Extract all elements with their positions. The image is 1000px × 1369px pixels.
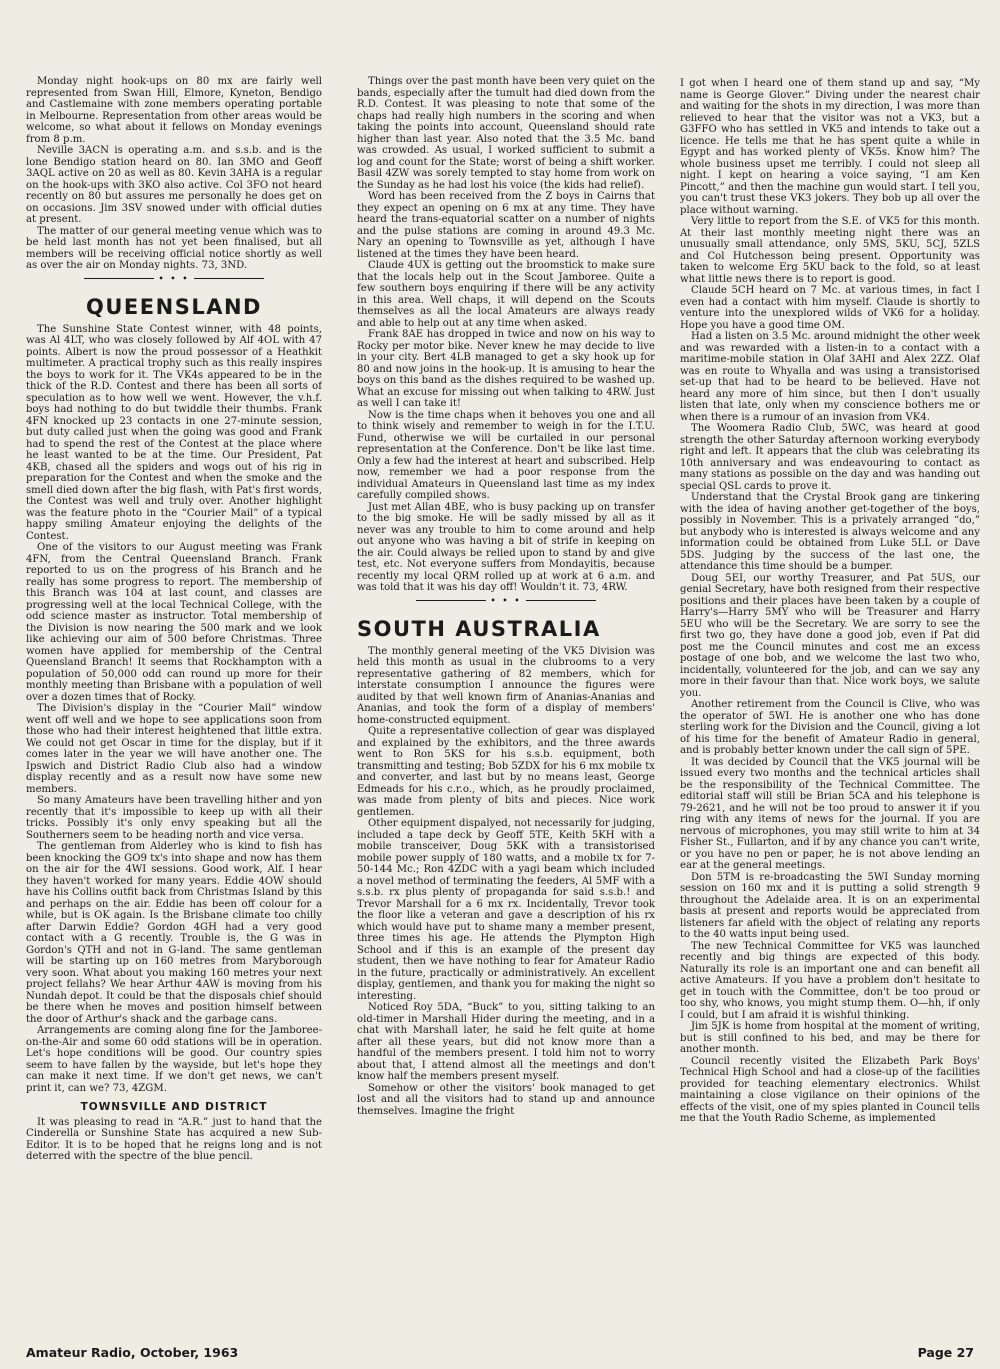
paragraph: Claude 4UX is getting out the broomstick to make sure that the locals help out in the Scout Jamboree. Quite a few southern boys enquiring if there will be any activity in this area. Well chaps, it will depend on the Scouts themselves as all the local Amateurs are always ready and able to help out at any time when asked. <box>357 260 655 329</box>
column-right <box>680 78 980 1350</box>
paragraph: The monthly general meeting of the VK5 Division was held this month as usual in the clubrooms to a very representative gathering of 82 members, which for interstate consumption I announce the figures were audited by that well known firm of Ananias-Ananias and Ananias, and took the form of a display of members' home-constructed equipment. <box>357 645 655 726</box>
section-title-queensland: QUEENSLAND <box>86 294 262 319</box>
paragraph: It was pleasing to read in “A.R.” just to hand that the Cinderella or Sunshine State has acquired a new Sub-Editor. It is to be hoped that he reigns long and is not deterred with the spectre of the blue pencil. <box>26 1116 322 1162</box>
paragraph: Very little to report from the S.E. of VK5 for this month. At their last monthly meeting night there was an unusually small attendance, only 5MS, 5KU, 5CJ, 5ZLS and Col Hutchesson being present. Opportunity was taken to welcome Erg 5KU back to the fold, so at least what little news there is to report is good. <box>680 216 980 285</box>
paragraph: One of the visitors to our August meeting was Frank 4FN, from the Central Queensland Branch. Frank reported to us on the progress of his Branch and he really has some progress to report. The membership of this Branch was 104 at last count, and classes are progressing well at the local Technical College, with the odd science master as instructor. Total membership of the Division is now nearing the 500 mark and we look like achieving our aim of 500 before Christmas. Three women have applied for membership of the Central Queensland Branch! It seems that Rockhampton with a population of 50,000 odd can round up more for their monthly meeting than Brisbane with a population of well over a dozen times that of Rocky. <box>26 542 322 703</box>
paragraph: Quite a representative collection of gear was displayed and explained by the exhibitors, and the three awards went to Ron 5KS for his s.s.b. equipment, both transmitting and testing; Bob 5ZDX for his 6 mx mobile tx and converter, and last but by no means least, George Edmeads for his c.r.o., which, as he proudly proclaimed, was made from plenty of bits and pieces. Nice work gentlemen. <box>357 726 655 818</box>
column-left <box>26 76 322 1348</box>
paragraph: The matter of our general meeting venue which was to be held last month has not yet been finalised, but all members will be receiving official notice shortly as well as over the air on Monday nights. 73, 3ND. <box>26 225 322 271</box>
paragraph: Noticed Roy 5DA, “Buck” to you, sitting talking to an old-timer in Marshall Hider during the meeting, and in a chat with Marshall later, he said he felt quite at home after all these years, but did not know more than a handful of the members present. I told him not to worry about that, I attend almost all the meetings and don't know half the members present myself. <box>357 1002 655 1082</box>
paragraph: The Woomera Radio Club, 5WC, was heard at good strength the other Saturday afternoon working everybody right and left. It appears that the club was celebrating its 10th anniversary and was endeavouring to contact as many stations as possible on the day and was handing out special QSL cards to prove it. <box>680 423 980 492</box>
paragraph: Frank 8AE has dropped in twice and now on his way to Rocky per motor bike. Never knew he may decide to live in your city. Bert 4LB managed to get a sky hook up for 80 and now joins in the hook-up. It is amusing to hear the boys on this band as the dishes required to be washed up. What an excuse for missing out when talking to 4RW. Just as well I can take it! <box>357 329 655 409</box>
footer-page-number: Page 27 <box>917 1345 974 1360</box>
column-middle <box>357 76 655 1348</box>
paragraph: Other equipment dispalyed, not necessarily for judging, included a tape deck by Geoff 5TE, Keith 5KH with a mobile transceiver, Doug 5KK with a transistorised mobile power supply of 180 watts, and a mobile tx for 7-50-144 Mc.; Ron 4ZDC with a yagi beam which included a novel method of terminating the feeders, Al 5MF with a s.s.b. rx plus plenty of propaganda for said s.s.b.! and Trevor Marshall for a 6 mx rx. Incidentally, Trevor took the floor like a veteran and gave a description of his rx which would have put to shame many a member present, three times his age. He attends the Plympton High School and if this is an example of the present day student, then we have nothing to fear for Amateur Radio in the future, practically or administratively. An excellent display, gentlemen, and thank you for making the night so interesting. <box>357 818 655 1002</box>
paragraph: Don 5TM is re-broadcasting the 5WI Sunday morning session on 160 mx and it is putting a solid strength 9 throughout the Adelaide area. It is on an experimental basis at present and reports would be appreciated from listeners far afield with the object of relating any reports to the 40 watts input being used. <box>680 871 980 940</box>
paragraph: Council recently visited the Elizabeth Park Boys' Technical High School and had a close-up of the facilities provided for teaching elementary electronics. Whilst maintaining a close vigilance on their opinions of the effects of the visit, one of my spies planted in Council tells me that the Youth Radio Scheme, as implemented <box>680 1055 980 1124</box>
paragraph: So many Amateurs have been travelling hither and yon recently that it's impossible to keep up with all their tricks. Possibly it's only envy speaking but all the Southerners seem to be heading north and vice versa. <box>26 795 322 841</box>
paragraph: Arrangements are coming along fine for the Jamboree-on-the-Air and some 60 odd stations will be in operation. Let's hope conditions will be good. Our country spies seem to have fallen by the wayside, but let's hope they can make it next time. If we don't get news, we can't print it, can we? 73, 4ZGM. <box>26 1025 322 1094</box>
paragraph: Doug 5EI, our worthy Treasurer, and Pat 5US, our genial Secretary, have both resigned from their respective positions and their places have been taken by a couple of Harry's—Harry 5MY who will be Treasurer and Harry 5EU who will be the Secretary. We are sorry to see the first two go, they have done a good job, even if Pat did post me the Council minutes and cost me an excess postage of one bob, and we welcome the last two who, incidentally, volunteered for the job, and can we say any more in their favour than that. Nice work boys, we salute you. <box>680 572 980 699</box>
paragraph: Understand that the Crystal Brook gang are tinkering with the idea of having another get-together of the boys, possibly in November. This is a privately arranged “do,” but anybody who is interested is always welcome and any information could be obtained from Luke 5LL or Dave 5DS. Judging by the success of the last one, the attendance this time should be a bumper. <box>680 492 980 572</box>
paragraph: The Sunshine State Contest winner, with 48 points, was Al 4LT, who was closely followed by Alf 4OL with 47 points. Albert is now the proud possessor of a Heathkit multimeter. A practical trophy such as this really inspires the boys to work for it. The VK4s appeared to be in the thick of the R.D. Contest and there has been all sorts of speculation as to how well we went. However, the v.h.f. boys had nothing to do but twiddle their thumbs. Frank 4FN knocked up 23 contacts in one 27-minute session, but duty called just when the going was good and Frank had to spend the rest of the Contest at the place where he least wanted to be at the time. Our President, Pat 4KB, chased all the spiders and wogs out of his rig in preparation for the Contest and when the smoke and the smell died down after the big flash, with Pat's first words, the Contest was well and truly over. Another highlight was the feature photo in the “Courier Mail” of a typical happy smiling Amateur enjoying the delights of the Contest. <box>26 323 322 542</box>
paragraph: Just met Allan 4BE, who is busy packing up on transfer to the big smoke. He will be sadly missed by all as it never was any trouble to him to come around and help out anyone who was having a bit of strife in keeping on the air. Could always be relied upon to stand by and give test, etc. Not everyone suffers from Mondayitis, because recently my local QRM rolled up at work at 6 a.m. and was told that it was his day off! Wouldn't it. 73, 4RW. <box>357 501 655 593</box>
paragraph: Jim 5JK is home from hospital at the moment of writing, but is still confined to his bed, and may be there for another month. <box>680 1021 980 1055</box>
section-title-south-australia: SOUTH AUSTRALIA <box>357 616 601 641</box>
paragraph: Had a listen on 3.5 Mc. around midnight the other week and was rewarded with a listen-in to a contact with a maritime-mobile station in Olaf 3AHI and Alex 2ZZ. Olaf was en route to Whyalla and was using a transistorised set-up that had to be heard to be believed. Have not heard any more of him since, but then I don't usually listen that late, only when my conscience bothers me or when there is a rumour of an invasion from VK4. <box>680 331 980 423</box>
paragraph: Word has been received from the Z boys in Cairns that they expect an opening on 6 mx at any time. They have heard the trans-equatorial scatter on a number of nights and the pulse stations are coming in around 49.3 Mc. Nary an opening to Townsville as yet, although I have listened at the times they have been heard. <box>357 191 655 260</box>
paragraph: Claude 5CH heard on 7 Mc. at various times, in fact I even had a contact with him myself. Claude is shortly to venture into the unexplored wilds of VK6 for a holiday. Hope you have a good time OM. <box>680 285 980 331</box>
paragraph: I got when I heard one of them stand up and say, “My name is George Glover.” Diving under the nearest chair and waiting for the shots in my direction, I was more than relieved to hear that the visitor was not a VK3, but a G3FFO who has settled in VK5 and intends to take out a licence. He tells me that he has spent quite a while in Egypt and has worked plenty of VK5s. Know him? The whole business upset me terribly. I could not sleep all night. I kept on hearing a voice saying, “I am Ken Pincott,” and then the machine gun would start. I tell you, you can't trust these VK3 jokers. They bob up all over the place without warning. <box>680 78 980 216</box>
paragraph: The Division's display in the “Courier Mail” window went off well and we hope to see applications soon from those who had their interest heightened that little extra. We could not get Oscar in time for the display, but if it comes later in the year we will have another one. The Ipswich and District Radio Club also had a window display recently and as a result now have some new members. <box>26 703 322 795</box>
paragraph: Somehow or other the visitors' book managed to get lost and all the visitors had to stand up and announce themselves. Imagine the fright <box>357 1082 655 1117</box>
section-separator: • • • <box>26 274 322 284</box>
paragraph: Now is the time chaps when it behoves you one and all to think wisely and remember to weigh in for the I.T.U. Fund, otherwise we will be curtailed in our personal representation at the Conference. Don't be like last time. Only a few had the interest at heart and subscribed. Help now, remember we had a poor response from the individual Amateurs in Queensland last time as my index carefully compiled shows. <box>357 409 655 501</box>
section-separator: • • • <box>357 596 655 606</box>
paragraph: The new Technical Committee for VK5 was launched recently and big things are expected of this body. Naturally its role is an important one and can benefit all active Amateurs. If you have a problem don't hesitate to get in touch with the Committee, don't be too proud or too shy, who knows, you might stump them. O—hh, if only I could, but I am afraid it is wishful thinking. <box>680 940 980 1021</box>
paragraph: Neville 3ACN is operating a.m. and s.s.b. and is the lone Bendigo station heard on 80. Ian 3MO and Geoff 3AQL active on 20 as well as 80. Kevin 3AHA is a regular on the hook-ups with 3KO also active. Col 3FO not heard recently on 80 but assures me personally he does get on on occasions. Jim 3SV snowed under with official duties at present. <box>26 145 322 225</box>
subsection-title-townsville: TOWNSVILLE AND DISTRICT <box>80 1101 268 1113</box>
paragraph: It was decided by Council that the VK5 journal will be issued every two months and the technical articles shall be the responsibility of the Technical Committee. The editorial staff will still be Brian 5CA and his telephone is 79-2621, and he will not be too proud to answer it if you ring with any items of news for the journal. If you are nervous of microphones, you may still write to him at 34 Fisher St., Fullarton, and if by any chance you can't write, or you have no pen or paper, he is not above lending an ear at the general meetings. <box>680 756 980 871</box>
paragraph: The gentleman from Alderley who is kind to fish has been knocking the GO9 tx's into shape and now has them on the air for the 4WI sessions. Good work, Alf. I hear they haven't worked for many years. Eddie 4OW should have his Collins outfit back from Christmas Island by this and perhaps on the air. Eddie has been off colour for a while, but is OK again. Is the Brisbane climate too chilly after Darwin Eddie? Gordon 4GH had a very good contact with a G recently. Trouble is, the G was in Gordon's QTH and not in G-land. The same gentleman will be starting up on 160 metres from Maryborough very soon. What about you making 160 metres your next project fellahs? We hear Arthur 4AW is moving from his Nundah depot. It could be that the disposals chief should be there when he moves and position himself between the door of Arthur's shack and the garbage cans. <box>26 841 322 1025</box>
paragraph: Things over the past month have been very quiet on the bands, especially after the tumult had died down from the R.D. Contest. It was pleasing to note that some of the chaps had really high numbers in the scoring and when taking the points into account, Queensland should rate higher than last year. Also noted that the 3.5 Mc. band was crowded. As usual, I worked sufficient to submit a log and count for the State; worst of being a shift worker. Basil 4ZW was sorely tempted to stay home from work on the Sunday as he had lost his voice (the kids had relief). <box>357 76 655 191</box>
paragraph: Another retirement from the Council is Clive, who was the operator of 5WI. He is another one who has done sterling work for the Division and the Council, giving a lot of his time for the benefit of Amateur Radio in general, and is probably better known under the call sign of 5PE. <box>680 699 980 756</box>
paragraph: Monday night hook-ups on 80 mx are fairly well represented from Swan Hill, Elmore, Kyneton, Bendigo and Castlemaine with zone members operating portable in Melbourne. Representation from other areas would be welcome, so what about it fellows on Monday evenings from 8 p.m. <box>26 76 322 145</box>
footer-publication: Amateur Radio, October, 1963 <box>26 1345 239 1360</box>
